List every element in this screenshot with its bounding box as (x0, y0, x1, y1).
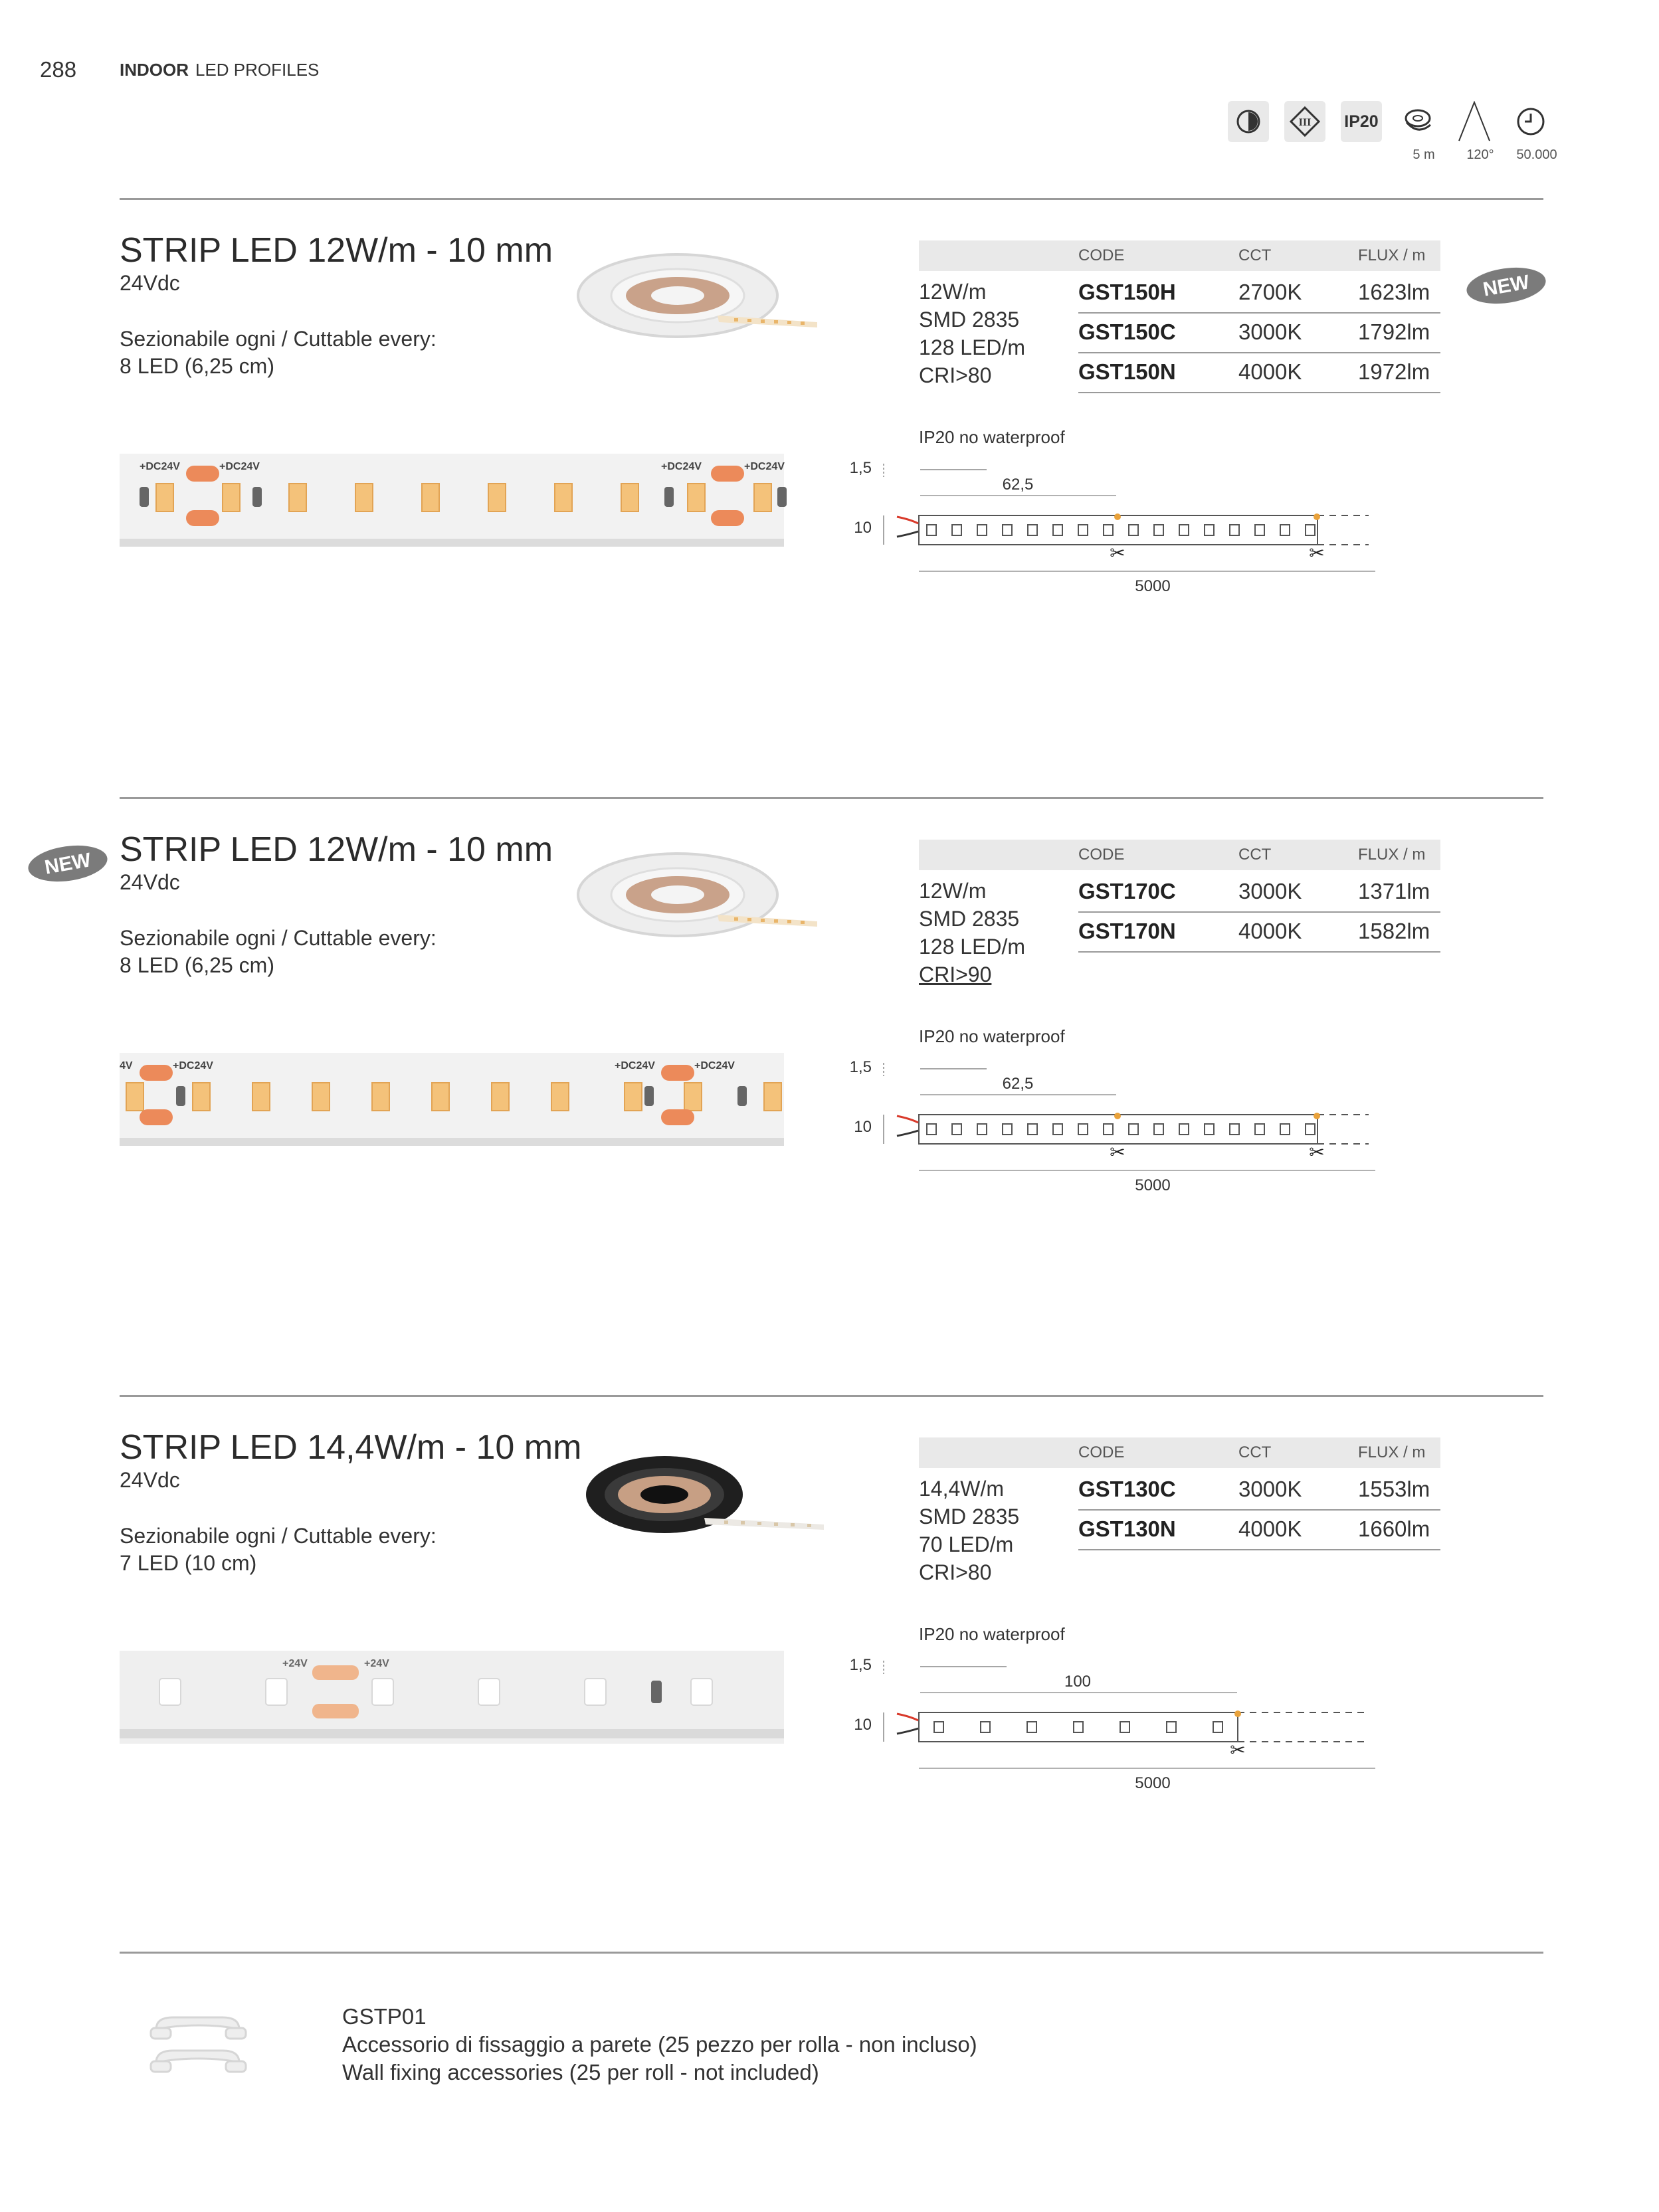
new-badge-text: NEW (43, 849, 93, 879)
spec-power: 14,4W/m (919, 1477, 1005, 1501)
svg-text:✂: ✂ (1230, 1740, 1246, 1760)
row-divider (1078, 312, 1440, 314)
cct-cell: 3000K (1238, 1477, 1302, 1501)
dimension-diagram (844, 1642, 1375, 1795)
reel-length-label: 5 m (1413, 147, 1435, 162)
spec-cri: CRI>90 (919, 963, 992, 986)
section-divider (120, 797, 1543, 799)
strip-polarity-label: 4V (120, 1060, 133, 1071)
col-code-header: CODE (1078, 846, 1125, 864)
strip-polarity-label: +DC24V (694, 1060, 735, 1071)
spec-led-density: 70 LED/m (919, 1532, 1014, 1556)
led-reel-image (565, 848, 817, 955)
col-code-header: CODE (1078, 1443, 1125, 1461)
dimmable-icon (1228, 101, 1269, 142)
led-strip-photo (120, 1053, 791, 1166)
product-title: STRIP LED 14,4W/m - 10 mm (120, 1428, 582, 1467)
product-title: STRIP LED 12W/m - 10 mm (120, 830, 553, 869)
ip20-text: IP20 (1344, 112, 1379, 131)
class-iii-icon (1284, 101, 1325, 142)
thickness-label: 1,5 (849, 459, 872, 477)
spec-cri: CRI>80 (919, 363, 992, 387)
new-badge-text: NEW (1481, 271, 1531, 301)
cut-value: 7 LED (10 cm) (120, 1551, 257, 1575)
led-reel-image (571, 1451, 824, 1558)
row-divider (1078, 951, 1440, 953)
flux-cell: 1553lm (1358, 1477, 1430, 1501)
code-cell: GST170C (1078, 879, 1176, 903)
thickness-label: 1,5 (849, 1058, 872, 1076)
ip-rating-label: IP20 no waterproof (919, 427, 1065, 447)
length-label: 5000 (1135, 1774, 1171, 1792)
cct-cell: 3000K (1238, 320, 1302, 344)
cct-cell: 4000K (1238, 359, 1302, 384)
reel-length-icon (1397, 101, 1438, 142)
row-divider (1078, 1509, 1440, 1511)
cut-label: Sezionabile ogni / Cuttable every: (120, 327, 437, 351)
svg-text:✂: ✂ (1309, 543, 1325, 563)
flux-cell: 1660lm (1358, 1517, 1430, 1541)
strip-polarity-label: +24V (364, 1658, 389, 1669)
accessory-desc-en: Wall fixing accessories (25 per roll - not included) (342, 2060, 819, 2084)
width-label: 10 (854, 519, 872, 537)
spec-led-type: SMD 2835 (919, 308, 1020, 331)
ip-rating-label: IP20 no waterproof (919, 1624, 1065, 1644)
ip20-icon (1341, 101, 1382, 142)
code-cell: GST150N (1078, 359, 1176, 384)
lifetime-clock-icon (1510, 101, 1551, 142)
spec-led-type: SMD 2835 (919, 907, 1020, 931)
col-flux-header: FLUX / m (1358, 846, 1426, 864)
cut-label: Sezionabile ogni / Cuttable every: (120, 1524, 437, 1548)
code-cell: GST130N (1078, 1517, 1176, 1541)
spec-led-type: SMD 2835 (919, 1505, 1020, 1528)
accessory-block (342, 2003, 977, 2086)
led-strip-photo (120, 1651, 791, 1764)
wall-clip-image (143, 2009, 262, 2096)
svg-text:✂: ✂ (1110, 543, 1125, 563)
row-divider (1078, 352, 1440, 353)
col-cct-header: CCT (1238, 846, 1272, 864)
row-divider (1078, 1549, 1440, 1550)
spec-led-density: 128 LED/m (919, 335, 1026, 359)
accessory-code: GSTP01 (342, 2004, 427, 2029)
cut-value: 8 LED (6,25 cm) (120, 354, 274, 378)
cct-cell: 3000K (1238, 879, 1302, 903)
col-cct-header: CCT (1238, 246, 1272, 264)
page-number: 288 (40, 57, 77, 82)
strip-polarity-label: +DC24V (140, 461, 180, 472)
product-voltage: 24Vdc (120, 1468, 180, 1492)
code-cell: GST170N (1078, 919, 1176, 943)
pitch-label: 62,5 (1002, 476, 1034, 494)
product-voltage: 24Vdc (120, 870, 180, 894)
section-divider (120, 198, 1543, 200)
spec-list (919, 278, 1025, 389)
row-divider (1078, 392, 1440, 393)
code-cell: GST150H (1078, 280, 1176, 304)
flux-cell: 1792lm (1358, 320, 1430, 344)
cct-cell: 4000K (1238, 919, 1302, 943)
width-label: 10 (854, 1716, 872, 1734)
section-divider (120, 1952, 1543, 1954)
subsection-label: LED PROFILES (195, 60, 320, 80)
product-title: STRIP LED 12W/m - 10 mm (120, 231, 553, 270)
cct-cell: 2700K (1238, 280, 1302, 304)
accessory-desc-it: Accessorio di fissaggio a parete (25 pezzo per rolla - non incluso) (342, 2032, 977, 2057)
strip-polarity-label: +DC24V (744, 461, 785, 472)
width-label: 10 (854, 1118, 872, 1136)
svg-text:✂: ✂ (1309, 1142, 1325, 1162)
col-cct-header: CCT (1238, 1443, 1272, 1461)
length-label: 5000 (1135, 577, 1171, 595)
dimension-diagram (844, 1044, 1375, 1197)
lifetime-label: 50.000 (1516, 147, 1557, 162)
spec-list (919, 1475, 1019, 1586)
spec-power: 12W/m (919, 879, 987, 903)
product-voltage: 24Vdc (120, 271, 180, 295)
spec-power: 12W/m (919, 280, 987, 304)
svg-text:✂: ✂ (1110, 1142, 1125, 1162)
thickness-label: 1,5 (849, 1656, 872, 1674)
cut-label: Sezionabile ogni / Cuttable every: (120, 926, 437, 950)
cut-value: 8 LED (6,25 cm) (120, 953, 274, 977)
cct-cell: 4000K (1238, 1517, 1302, 1541)
svg-text:III: III (1298, 117, 1312, 128)
strip-polarity-label: +DC24V (219, 461, 260, 472)
led-reel-image (565, 249, 817, 355)
ip-rating-label: IP20 no waterproof (919, 1026, 1065, 1046)
beam-angle-label: 120° (1466, 147, 1494, 162)
breadcrumb (120, 60, 319, 80)
code-cell: GST150C (1078, 320, 1176, 344)
beam-angle-icon (1454, 101, 1495, 142)
strip-polarity-label: +DC24V (661, 461, 702, 472)
pitch-label: 100 (1064, 1673, 1092, 1691)
new-badge (1464, 266, 1549, 306)
section-label: INDOOR (120, 60, 189, 80)
dimension-diagram (844, 445, 1375, 598)
row-divider (1078, 911, 1440, 913)
spec-cri: CRI>80 (919, 1560, 992, 1584)
section-divider (120, 1395, 1543, 1397)
col-flux-header: FLUX / m (1358, 246, 1426, 264)
flux-cell: 1623lm (1358, 280, 1430, 304)
strip-polarity-label: +DC24V (173, 1060, 213, 1071)
col-code-header: CODE (1078, 246, 1125, 264)
spec-led-density: 128 LED/m (919, 935, 1026, 959)
spec-icons-bar (1228, 101, 1557, 167)
spec-list (919, 877, 1025, 988)
strip-polarity-label: +24V (282, 1658, 308, 1669)
flux-cell: 1371lm (1358, 879, 1430, 903)
flux-cell: 1582lm (1358, 919, 1430, 943)
new-badge (25, 844, 110, 883)
pitch-label: 62,5 (1002, 1075, 1034, 1093)
length-label: 5000 (1135, 1176, 1171, 1194)
code-cell: GST130C (1078, 1477, 1176, 1501)
strip-polarity-label: +DC24V (615, 1060, 655, 1071)
col-flux-header: FLUX / m (1358, 1443, 1426, 1461)
flux-cell: 1972lm (1358, 359, 1430, 384)
led-strip-photo (120, 454, 791, 567)
